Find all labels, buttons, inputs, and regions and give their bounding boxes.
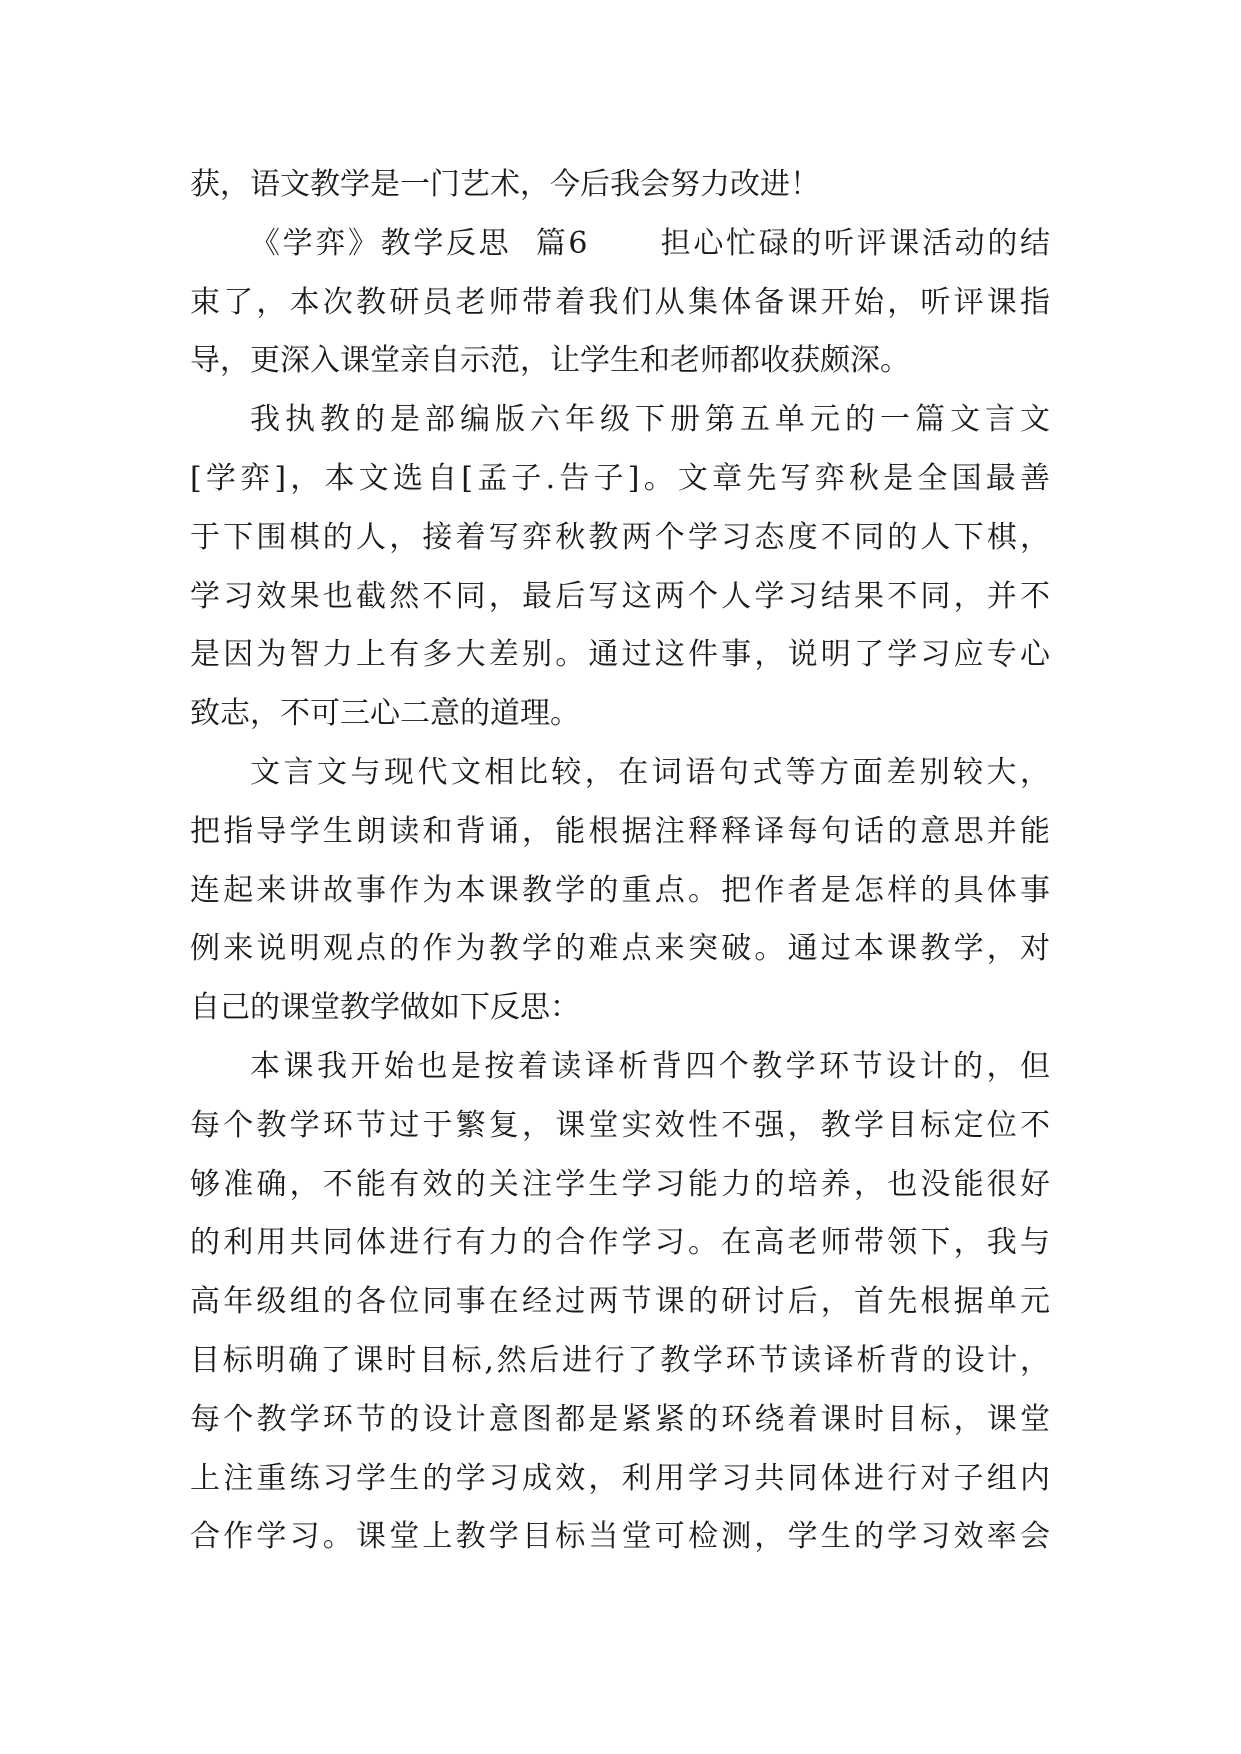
text-line-20: 高年级组的各位同事在经过两节课的研讨后，首先根据单元 [190,1284,1050,1320]
text-line-13: 连起来讲故事作为本课教学的重点。把作者是怎样的具体事 [190,872,1050,908]
text-line-19: 的利用共同体进行有力的合作学习。在高老师带领下，我与 [190,1225,1050,1261]
text-line-3: 束了，本次教研员老师带着我们从集体备课开始，听评课指 [190,284,1050,320]
text-line-9: 是因为智力上有多大差别。通过这件事，说明了学习应专心 [190,637,1050,673]
text-line-10: 致志，不可三心二意的道理。 [190,696,580,732]
text-line-4: 导，更深入课堂亲自示范，让学生和老师都收获颇深。 [190,343,910,379]
text-line-15: 自己的课堂教学做如下反思： [190,990,580,1026]
text-line-16: 本课我开始也是按着读译析背四个教学环节设计的，但 [250,1048,1050,1084]
body-text [190,156,1050,1567]
text-line-12: 把指导学生朗读和背诵，能根据注释释译每句话的意思并能 [190,813,1050,849]
text-line-24: 合作学习。课堂上教学目标当堂可检测，学生的学习效率会 [190,1519,1050,1555]
text-line-5: 我执教的是部编版六年级下册第五单元的一篇文言文 [250,402,1050,438]
text-line-22: 每个教学环节的设计意图都是紧紧的环绕着课时目标，课堂 [190,1401,1050,1437]
text-line-1: 获，语文教学是一门艺术，今后我会努力改进！ [190,167,820,202]
text-line-7: 于下围棋的人，接着写弈秋教两个学习态度不同的人下棋， [190,519,1050,555]
text-line-6: [学弈]，本文选自[孟子.告子]。文章先写弈秋是全国最善 [190,460,1050,496]
text-line-8: 学习效果也截然不同，最后写这两个人学习结果不同，并不 [190,578,1050,614]
text-line-18: 够准确，不能有效的关注学生学习能力的培养，也没能很好 [190,1166,1050,1202]
text-line-11: 文言文与现代文相比较，在词语句式等方面差别较大， [250,754,1050,790]
text-line-2-heading: 《学弈》教学反思 篇6 担心忙碌的听评课活动的结 [250,225,1050,261]
text-line-17: 每个教学环节过于繁复，课堂实效性不强，教学目标定位不 [190,1107,1050,1143]
text-line-14: 例来说明观点的作为教学的难点来突破。通过本课教学，对 [190,931,1050,967]
text-line-23: 上注重练习学生的学习成效，利用学习共同体进行对子组内 [190,1460,1050,1496]
text-line-21: 目标明确了课时目标,然后进行了教学环节读译析背的设计， [190,1342,1050,1378]
